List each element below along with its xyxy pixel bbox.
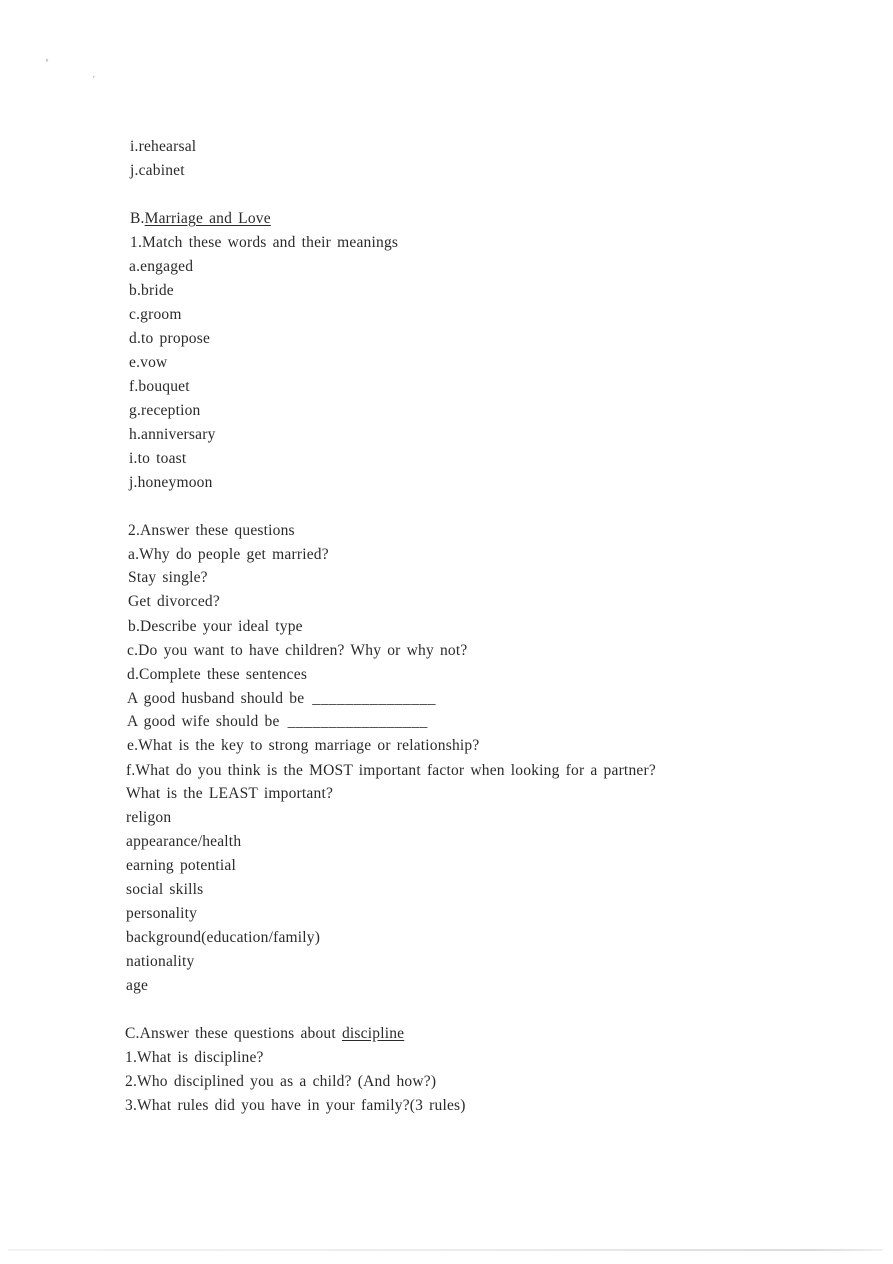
- factor-item: nationality: [126, 953, 195, 970]
- factor-item: social skills: [126, 881, 204, 898]
- list-item: i.rehearsal: [130, 138, 197, 155]
- question-1-title: 1.Match these words and their meanings: [130, 234, 399, 251]
- list-item: e.vow: [129, 354, 168, 371]
- scan-edge-line: [8, 1249, 883, 1251]
- question-2a-sub: Stay single?: [128, 569, 208, 586]
- list-item: i.to toast: [129, 450, 187, 467]
- factor-item: background(education/family): [126, 929, 321, 946]
- factor-item: age: [126, 977, 149, 994]
- question-2e: e.What is the key to strong marriage or relationship?: [127, 737, 480, 754]
- husband-sentence-text: A good husband should be: [127, 690, 305, 707]
- list-item: b.bride: [129, 282, 174, 299]
- wife-sentence-text: A good wife should be: [127, 713, 280, 730]
- question-2d: d.Complete these sentences: [127, 666, 308, 683]
- list-item: j.honeymoon: [129, 474, 213, 491]
- factor-item: personality: [126, 905, 198, 922]
- husband-answer-blank: _______________: [312, 690, 437, 707]
- factor-item: appearance/health: [126, 833, 242, 850]
- list-item: d.to propose: [129, 330, 211, 347]
- factor-item: religon: [126, 809, 172, 826]
- husband-sentence: [127, 689, 436, 709]
- question-2f-sub: What is the LEAST important?: [126, 785, 334, 802]
- scan-speck: ᵉ: [46, 56, 49, 66]
- section-b-heading: [130, 209, 271, 229]
- section-c-prefix: C.Answer these questions about: [125, 1025, 342, 1042]
- question-2-title: 2.Answer these questions: [128, 522, 295, 539]
- section-b-prefix: B.: [130, 210, 145, 227]
- list-item: f.bouquet: [129, 378, 190, 395]
- list-item: g.reception: [129, 402, 201, 419]
- question-2a-sub: Get divorced?: [128, 593, 220, 610]
- question-2a: a.Why do people get married?: [128, 546, 329, 563]
- factor-item: earning potential: [126, 857, 236, 874]
- question-2b: b.Describe your ideal type: [128, 618, 303, 635]
- scan-speck: ʹ: [93, 74, 95, 84]
- wife-answer-blank: _________________: [287, 713, 428, 730]
- section-b-title: Marriage and Love: [144, 210, 271, 227]
- question-2c: c.Do you want to have children? Why or why not?: [127, 642, 468, 659]
- list-item: c.groom: [129, 306, 182, 323]
- list-item: h.anniversary: [129, 426, 216, 443]
- list-item: j.cabinet: [130, 162, 185, 179]
- list-item: 2.Who disciplined you as a child? (And how?): [125, 1073, 437, 1090]
- list-item: a.engaged: [129, 258, 194, 275]
- list-item: 3.What rules did you have in your family?(3 rules): [125, 1097, 466, 1114]
- wife-sentence: [127, 712, 428, 732]
- question-2f: f.What do you think is the MOST important factor when looking for a partner?: [126, 762, 656, 779]
- section-c-heading: [125, 1024, 404, 1044]
- section-c-topic: discipline: [341, 1025, 405, 1042]
- list-item: 1.What is discipline?: [125, 1049, 264, 1066]
